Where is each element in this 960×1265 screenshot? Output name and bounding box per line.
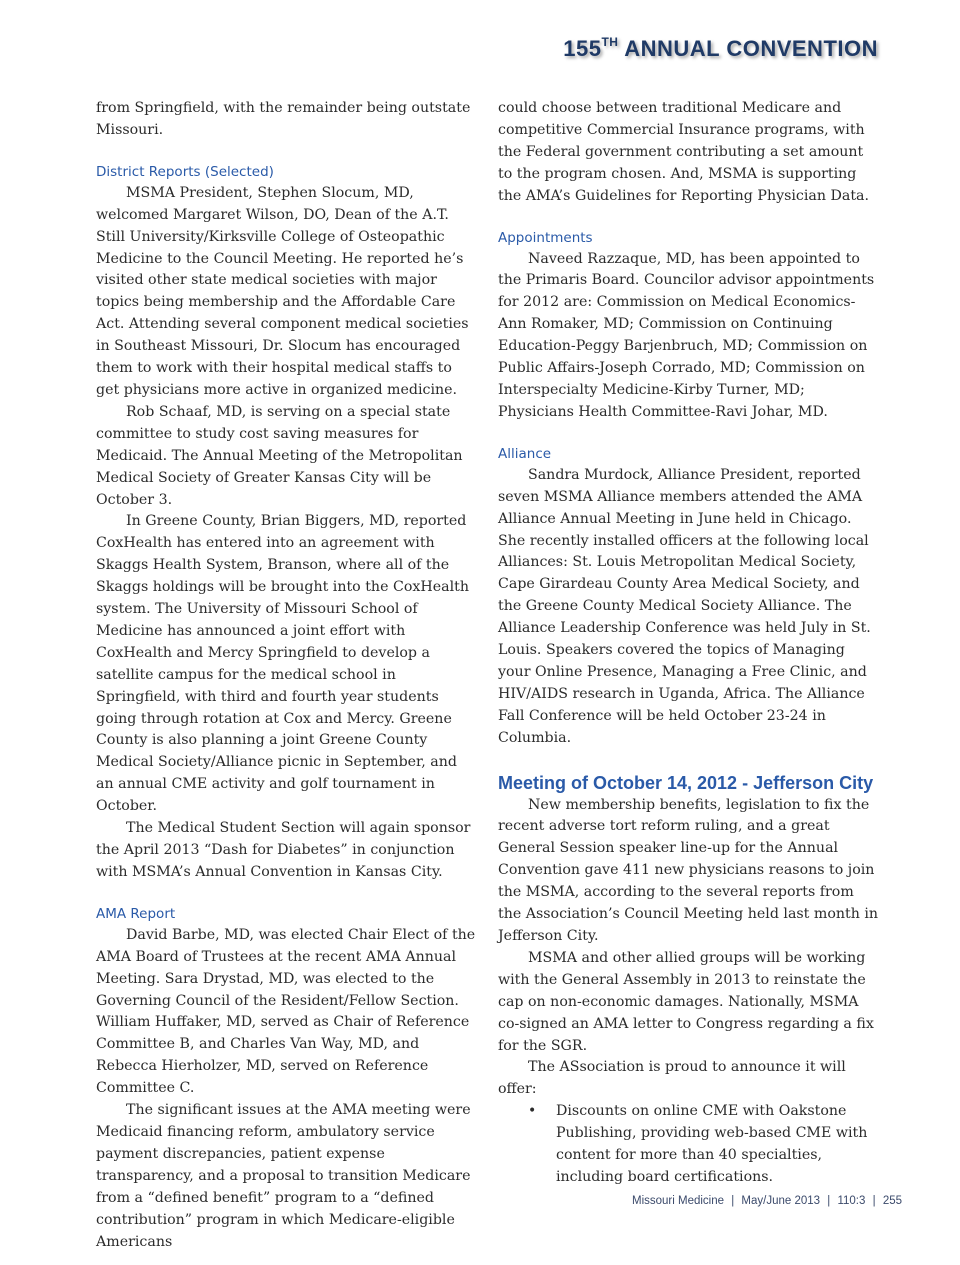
body-paragraph: MSMA President, Stephen Slocum, MD, welcomed Margaret Wilson, DO, Dean of the A.T. Still University/Kirksville College of Osteopathic Medicine to the Council Meeting. He reported he’s visited other state medical societies with major topics being membership and the Affordable Care Act. Attending several component medical societies in Southeast Missouri, Dr. Slocum has encouraged them to work with their hospital medical staffs to get physicians more active in organized medicine. [96,184,469,398]
continued-paragraph: from Springfield, with the remainder being outstate Missouri. [96,100,471,138]
bullet-icon: • [528,1103,537,1120]
section-heading-district-reports: District Reports (Selected) [96,163,274,180]
body-paragraph: New membership benefits, legislation to fix the recent adverse tort reform ruling, and a great General Session speaker line-up for the Annual Convention gave 411 new physicians reasons to join the MSMA, according to the several reports from the Association’s Council Meeting held last month in Jefferson City. [498,796,879,944]
body-paragraph: Rob Schaaf, MD, is serving on a special state committee to study cost saving measures for Medicaid. The Annual Meeting of the Metropolitan Medical Society of Greater Kansas City will be October 3. [96,403,463,508]
header-superscript: TH [601,34,619,49]
body-paragraph: MSMA and other allied groups will be working with the General Assembly in 2013 to reinstate the cap on non-economic damages. Nationally, MSMA co-signed an AMA letter to Congress regarding a fix for the SGR. [498,949,874,1054]
page-footer [632,1195,902,1207]
body-paragraph: Sandra Murdock, Alliance President, reported seven MSMA Alliance members attended the AMA Alliance Annual Meeting in June held in Chicago. She recently installed officers at the following local Alliances: St. Louis Metropolitan Medical Society, Cape Girardeau County Area Medical Society, and the Greene County Medical Society Alliance. The Alliance Leadership Conference was held July in St. Louis. Speakers covered the topics of Managing your Online Presence, Managing a Free Clinic, and HIV/AIDS research in Uganda, Africa. The Alliance Fall Conference will be held October 23-24 in Columbia. [498,466,871,746]
benefits-list [528,1101,880,1189]
footer-separator: | [827,1195,831,1207]
footer-journal: Missouri Medicine [631,1195,725,1207]
list-item [528,1101,880,1189]
body-paragraph: The ASsociation is proud to announce it will offer: [498,1059,846,1098]
list-item-text: Discounts on online CME with Oakstone Publishing, providing web-based CME with content for more than 40 specialties, including board certifications. [556,1103,868,1185]
section-heading-appointments: Appointments [498,229,593,246]
body-paragraph: The Medical Student Section will again sponsor the April 2013 “Dash for Diabetes” in conjunction with MSMA’s Annual Convention in Kansas City. [96,820,471,880]
section-heading-ama-report: AMA Report [96,905,176,922]
section-heading-alliance: Alliance [498,445,552,462]
right-column [498,98,880,1189]
section-heading-meeting: Meeting of October 14, 2012 - Jefferson City [498,772,874,793]
page-number: 255 [882,1195,902,1207]
body-paragraph: The significant issues at the AMA meeting were Medicaid financing reform, ambulatory service payment discrepancies, patient expense transparency, and a proposal to transition Medicare from a “defined benefit” program to a “defined contribution” program in which Medicare-eligible Americans [96,1102,471,1250]
body-paragraph: David Barbe, MD, was elected Chair Elect of the AMA Board of Trustees at the recent AMA Annual Meeting. Sara Drystad, MD, was elected to the Governing Council of the Resident/Fellow Section. William Huffaker, MD, served as Chair of Reference Committee B, and Charles Van Way, MD, and Rebecca Hierholzer, MD, served on Reference Committee C. [96,926,476,1097]
footer-separator: | [731,1195,735,1207]
continued-paragraph: could choose between traditional Medicare and competitive Commercial Insurance programs, with the Federal government contributing a set amount to the program chosen. And, MSMA is supporting the AMA’s Guidelines for Reporting Physician Data. [498,100,870,204]
running-header [563,36,878,62]
footer-issue: May/June 2013 [741,1195,821,1207]
header-title-text: ANNUAL CONVENTION [618,36,878,61]
footer-separator: | [872,1195,876,1207]
footer-volume: 110:3 [837,1195,866,1207]
header-number: 155 [563,36,602,61]
left-column [96,98,478,1253]
body-paragraph: Naveed Razzaque, MD, has been appointed to the Primaris Board. Councilor advisor appointments for 2012 are: Commission on Medical Economics-Ann Romaker, MD; Commission on Continuing Education-Peggy Barjenbruch, MD; Commission on Public Affairs-Joseph Corrado, MD; Commission on Interspecialty Medicine-Kirby Turner, MD; Physicians Health Committee-Ravi Johar, MD. [498,250,875,420]
body-paragraph: In Greene County, Brian Biggers, MD, reported CoxHealth has entered into an agreement with Skaggs Health System, Branson, where all of the Skaggs holdings will be brought into the CoxHealth system. The University of Missouri School of Medicine has announced a joint effort with CoxHealth and Mercy Springfield to develop a satellite campus for the medical school in Springfield, with third and fourth year students going through rotation at Cox and Mercy. Greene County is also planning a joint Greene County Medical Society/Alliance picnic in September, and an annual CME activity and golf tournament in October. [96,513,469,815]
